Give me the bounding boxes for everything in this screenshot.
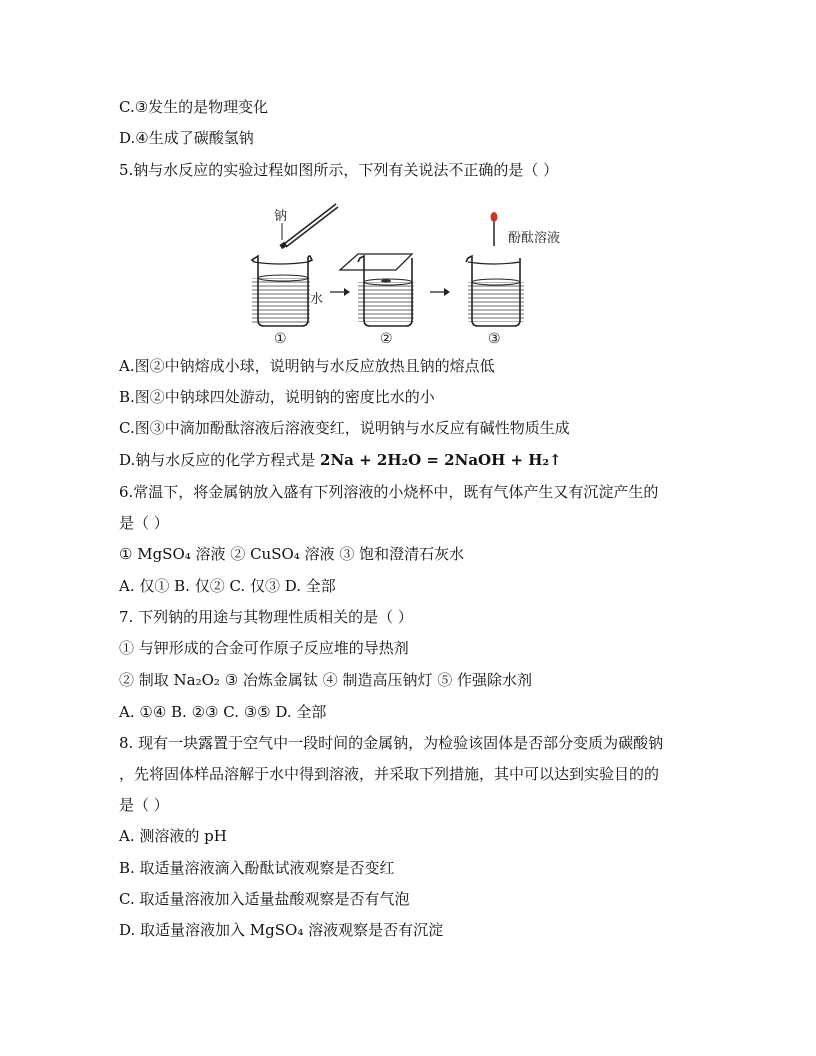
q5-option-b: B.图②中钠球四处游动，说明钠的密度比水的小 <box>119 388 435 406</box>
q5-option-d-text: D.钠与水反应的化学方程式是 <box>119 451 321 469</box>
q6-options: A. 仅① B. 仅② C. 仅③ D. 全部 <box>119 577 336 595</box>
beaker-2 <box>340 254 414 326</box>
label-sodium: 钠 <box>274 209 288 224</box>
q5-option-d <box>119 450 562 470</box>
q8-option-b: B. 取适量溶液滴入酚酞试液观察是否变红 <box>119 859 395 877</box>
q5-stem: 5.钠与水反应的实验过程如图所示，下列有关说法不正确的是（ ） <box>119 161 559 179</box>
step-label-3: ③ <box>488 331 501 347</box>
sodium-water-equation: 2Na + 2H₂O = 2NaOH + H₂↑ <box>320 451 562 469</box>
q6-stem-line-2: 是（ ） <box>119 514 169 532</box>
q7-item-1: ① 与钾形成的合金可作原子反应堆的导热剂 <box>119 639 409 657</box>
beaker-1 <box>252 256 312 326</box>
arrow-1 <box>330 288 350 296</box>
q6-items: ① MgSO₄ 溶液 ② CuSO₄ 溶液 ③ 饱和澄清石灰水 <box>119 545 465 563</box>
step-label-2: ② <box>380 331 393 347</box>
q8-stem-line-1: 8. 现有一块露置于空气中一段时间的金属钠，为检验该固体是否部分变质为碳酸钠 <box>119 734 664 752</box>
q4-option-c: C.③发生的是物理变化 <box>119 98 269 116</box>
step-label-1: ① <box>274 331 287 347</box>
arrow-2 <box>430 288 450 296</box>
q5-option-a: A.图②中钠熔成小球，说明钠与水反应放热且钠的熔点低 <box>119 357 495 375</box>
phenolphthalein-dropper <box>491 212 498 246</box>
q8-option-d: D. 取适量溶液加入 MgSO₄ 溶液观察是否有沉淀 <box>119 921 444 939</box>
q7-stem: 7. 下列钠的用途与其物理性质相关的是（ ） <box>119 608 413 626</box>
q8-stem-line-2: ，先将固体样品溶解于水中得到溶液，并采取下列措施，其中可以达到实验目的的 <box>119 765 660 783</box>
q8-option-c: C. 取适量溶液加入适量盐酸观察是否有气泡 <box>119 890 410 908</box>
tweezers-with-sodium <box>279 204 338 249</box>
label-phenolphthalein: 酚酞溶液 <box>508 231 561 246</box>
label-water: 水 <box>310 292 324 307</box>
q7-items-rest: ② 制取 Na₂O₂ ③ 冶炼金属钛 ④ 制造高压钠灯 ⑤ 作强除水剂 <box>119 671 532 689</box>
beaker-3 <box>466 256 524 326</box>
q8-option-a: A. 测溶液的 pH <box>119 827 227 845</box>
sodium-water-figure <box>240 200 580 350</box>
q8-stem-line-3: 是（ ） <box>119 796 169 814</box>
q5-option-c: C.图③中滴加酚酞溶液后溶液变红，说明钠与水反应有碱性物质生成 <box>119 419 570 437</box>
q4-option-d: D.④生成了碳酸氢钠 <box>119 129 254 147</box>
q7-options: A. ①④ B. ②③ C. ③⑤ D. 全部 <box>119 703 327 721</box>
q6-stem-line-1: 6.常温下，将金属钠放入盛有下列溶液的小烧杯中，既有气体产生又有沉淀产生的 <box>119 483 659 501</box>
